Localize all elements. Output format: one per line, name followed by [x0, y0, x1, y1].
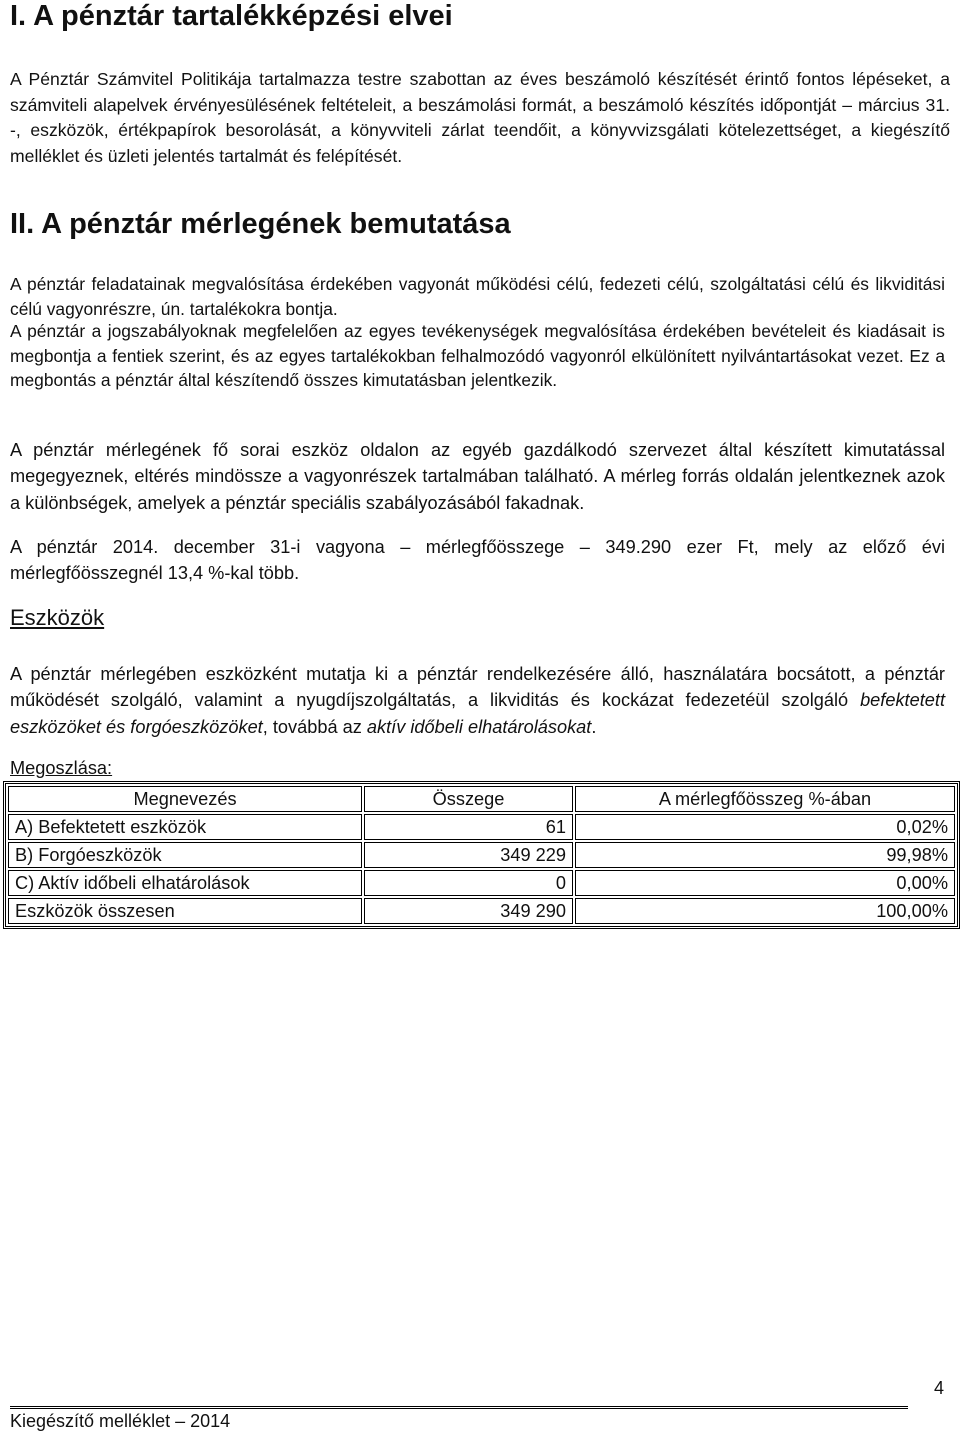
row-name: B) Forgóeszközök: [8, 842, 362, 868]
split-label: Megoszlása:: [10, 758, 113, 778]
assets-intro-emphasis-1: befektetett eszközöket és forgóeszközöket: [10, 690, 945, 737]
row-name: Eszközök összesen: [8, 898, 362, 924]
row-percent: 100,00%: [575, 898, 955, 924]
column-header-name: Megnevezés: [8, 786, 362, 812]
assets-heading: Eszközök: [10, 605, 105, 630]
column-header-amount: Összege: [364, 786, 573, 812]
assets-intro: [10, 661, 945, 740]
section-2-title: II. A pénztár mérlegének bemutatása: [10, 208, 511, 240]
section-1-title: I. A pénztár tartalékképzési elvei: [10, 0, 453, 32]
row-amount: 349 290: [364, 898, 573, 924]
row-amount: 0: [364, 870, 573, 896]
page-number: 4: [933, 1378, 944, 1398]
section-2-paragraph-3: A pénztár mérlegének fő sorai eszköz oldalon az egyéb gazdálkodó szervezet által készített kimutatással megegyeznek, eltérés mindössze a vagyonrészek tartalmában található. A mérleg forrás oldalán jelentkeznek azok a különbségek, amelyek a pénztár speciális szabályozásából fakadnak.: [10, 440, 945, 513]
row-percent: 0,02%: [575, 814, 955, 840]
table-row: [8, 870, 955, 896]
row-amount: 61: [364, 814, 573, 840]
column-header-percent: A mérlegfőösszeg %-ában: [575, 786, 955, 812]
row-name: A) Befektetett eszközök: [8, 814, 362, 840]
row-percent: 99,98%: [575, 842, 955, 868]
footer-divider: [10, 1406, 908, 1409]
table-header-row: [8, 786, 955, 812]
assets-intro-text: A pénztár mérlegében eszközként mutatja ki a pénztár rendelkezésére álló, használatára bocsátott, a pénztár működését szolgáló, valamint a nyugdíjszolgáltatás, a likviditás és kockázat fedezetéül szolgáló: [10, 664, 945, 711]
table-row-total: [8, 898, 955, 924]
section-2-paragraph-4: A pénztár 2014. december 31-i vagyona – mérlegfőösszege – 349.290 ezer Ft, mely az előző évi mérlegfőösszegnél 13,4 %-kal több.: [10, 537, 945, 584]
row-name: C) Aktív időbeli elhatárolások: [8, 870, 362, 896]
section-1-paragraph: A Pénztár Számvitel Politikája tartalmazza testre szabottan az éves beszámoló készítését érintő fontos lépéseket, a számviteli alapelvek érvényesülésének feltételeit, a beszámolási formát, a beszámoló készítés időpontját – március 31. -, eszközök, értékpapírok besorolását, a könyvviteli zárlat teendőit, a könyvvizsgálati kötelezettséget, a kiegészítő melléklet és üzleti jelentés tartalmát és felépítését.: [10, 69, 950, 166]
assets-intro-connector: , továbbá az: [262, 716, 367, 737]
section-2-paragraph-2: A pénztár a jogszabályoknak megfelelően az egyes tevékenységek megvalósítása érdekében bevételeit és kiadásait is megbontja a fentiek szerint, és az egyes tartalékokban felhalmozódó vagyonról elkülönített nyilvántartásokat vezet. Ez a megbontás a pénztár által készítendő összes kimutatásban jelentkezik.: [10, 321, 945, 390]
row-amount: 349 229: [364, 842, 573, 868]
footer-label: Kiegészítő melléklet – 2014: [10, 1411, 231, 1431]
asset-distribution-table: [3, 781, 960, 929]
table-row: [8, 842, 955, 868]
assets-intro-emphasis-2: aktív időbeli elhatárolásokat: [366, 716, 592, 737]
section-2-paragraph-1: A pénztár feladatainak megvalósítása érdekében vagyonát működési célú, fedezeti célú, szolgáltatási célú és likviditási célú vagyonrészre, ún. tartalékokra bontja.: [10, 274, 945, 319]
table-row: [8, 814, 955, 840]
row-percent: 0,00%: [575, 870, 955, 896]
assets-intro-end: .: [591, 716, 597, 737]
